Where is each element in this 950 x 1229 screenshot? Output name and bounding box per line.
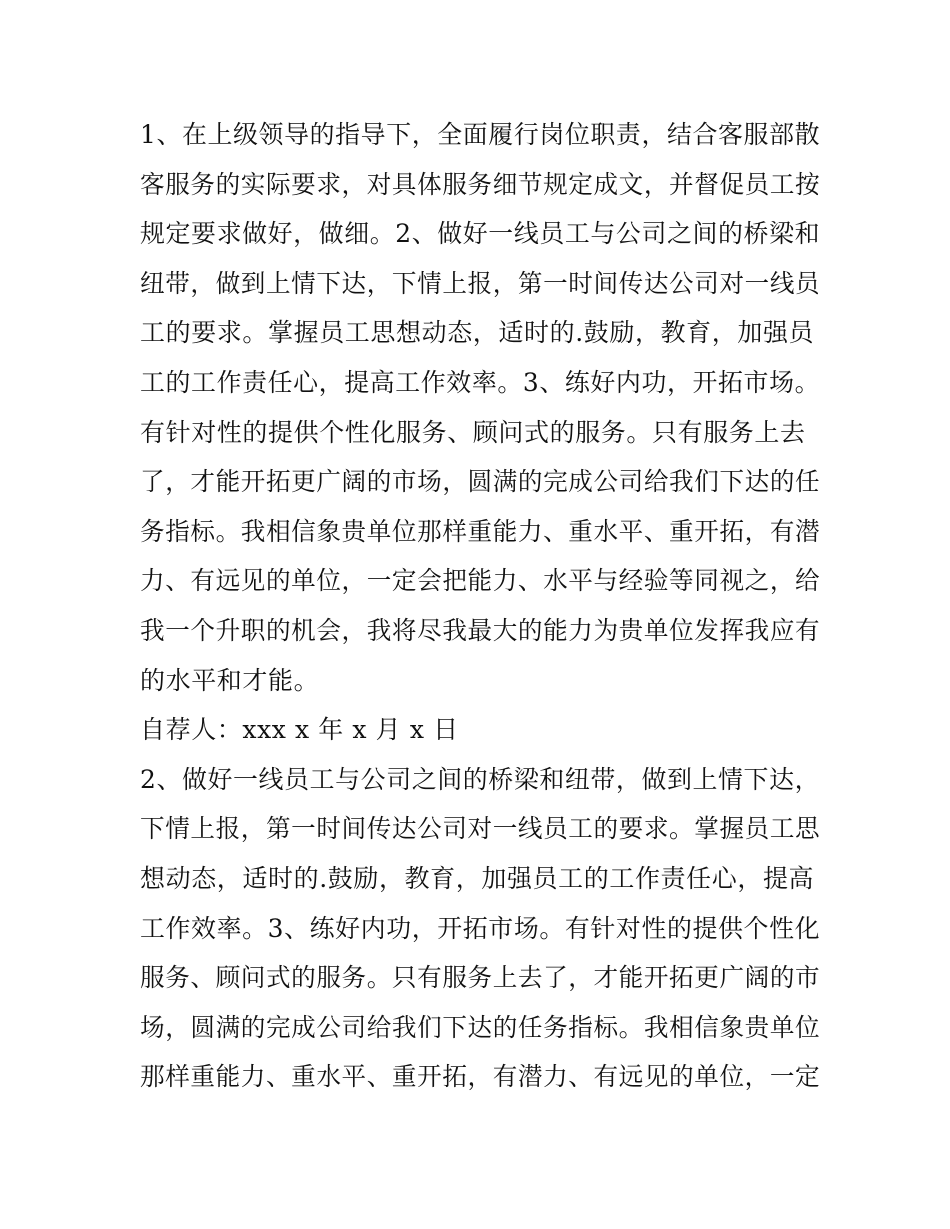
document-body bbox=[140, 110, 820, 1102]
text-line: 那样重能力、重水平、重开拓，有潜力、有远见的单位，一定 bbox=[140, 1062, 821, 1092]
text-line: 有针对性的提供个性化服务、顾问式的服务。只有服务上去 bbox=[140, 417, 806, 447]
text-line: 客服务的实际要求，对具体服务细节规定成文，并督促员工按 bbox=[140, 169, 821, 199]
text-line: 务指标。我相信象贵单位那样重能力、重水平、重开拓，有潜 bbox=[140, 516, 821, 546]
text-line: 工作效率。3、练好内功，开拓市场。有针对性的提供个性化 bbox=[140, 913, 821, 943]
text-line: 纽带，做到上情下达，下情上报，第一时间传达公司对一线员 bbox=[140, 268, 821, 298]
text-line: 我一个升职的机会，我将尽我最大的能力为贵单位发挥我应有 bbox=[140, 615, 821, 645]
text-line: 的水平和才能。 bbox=[140, 665, 320, 695]
text-line: 规定要求做好，做细。2、做好一线员工与公司之间的桥梁和 bbox=[140, 219, 821, 249]
text-line: 场，圆满的完成公司给我们下达的任务指标。我相信象贵单位 bbox=[140, 1012, 821, 1042]
signature-line: 自荐人：xxx x 年 x 月 x 日 bbox=[140, 715, 459, 745]
text-line: 下情上报，第一时间传达公司对一线员工的要求。掌握员工思 bbox=[140, 814, 821, 844]
text-line: 了，才能开拓更广阔的市场，圆满的完成公司给我们下达的任 bbox=[140, 467, 821, 497]
text-line: 工的工作责任心，提高工作效率。3、练好内功，开拓市场。 bbox=[140, 367, 821, 397]
text-line: 想动态，适时的.鼓励，教育，加强员工的工作责任心，提高 bbox=[140, 863, 815, 893]
text-line: 1、在上级领导的指导下，全面履行岗位职责，结合客服部散 bbox=[140, 120, 821, 149]
text-line: 力、有远见的单位，一定会把能力、水平与经验等同视之，给 bbox=[140, 566, 821, 596]
text-line: 工的要求。掌握员工思想动态，适时的.鼓励，教育，加强员 bbox=[140, 318, 815, 348]
text-line: 服务、顾问式的服务。只有服务上去了，才能开拓更广阔的市 bbox=[140, 963, 821, 993]
text-line: 2、做好一线员工与公司之间的桥梁和纽带，做到上情下达， bbox=[140, 764, 821, 794]
